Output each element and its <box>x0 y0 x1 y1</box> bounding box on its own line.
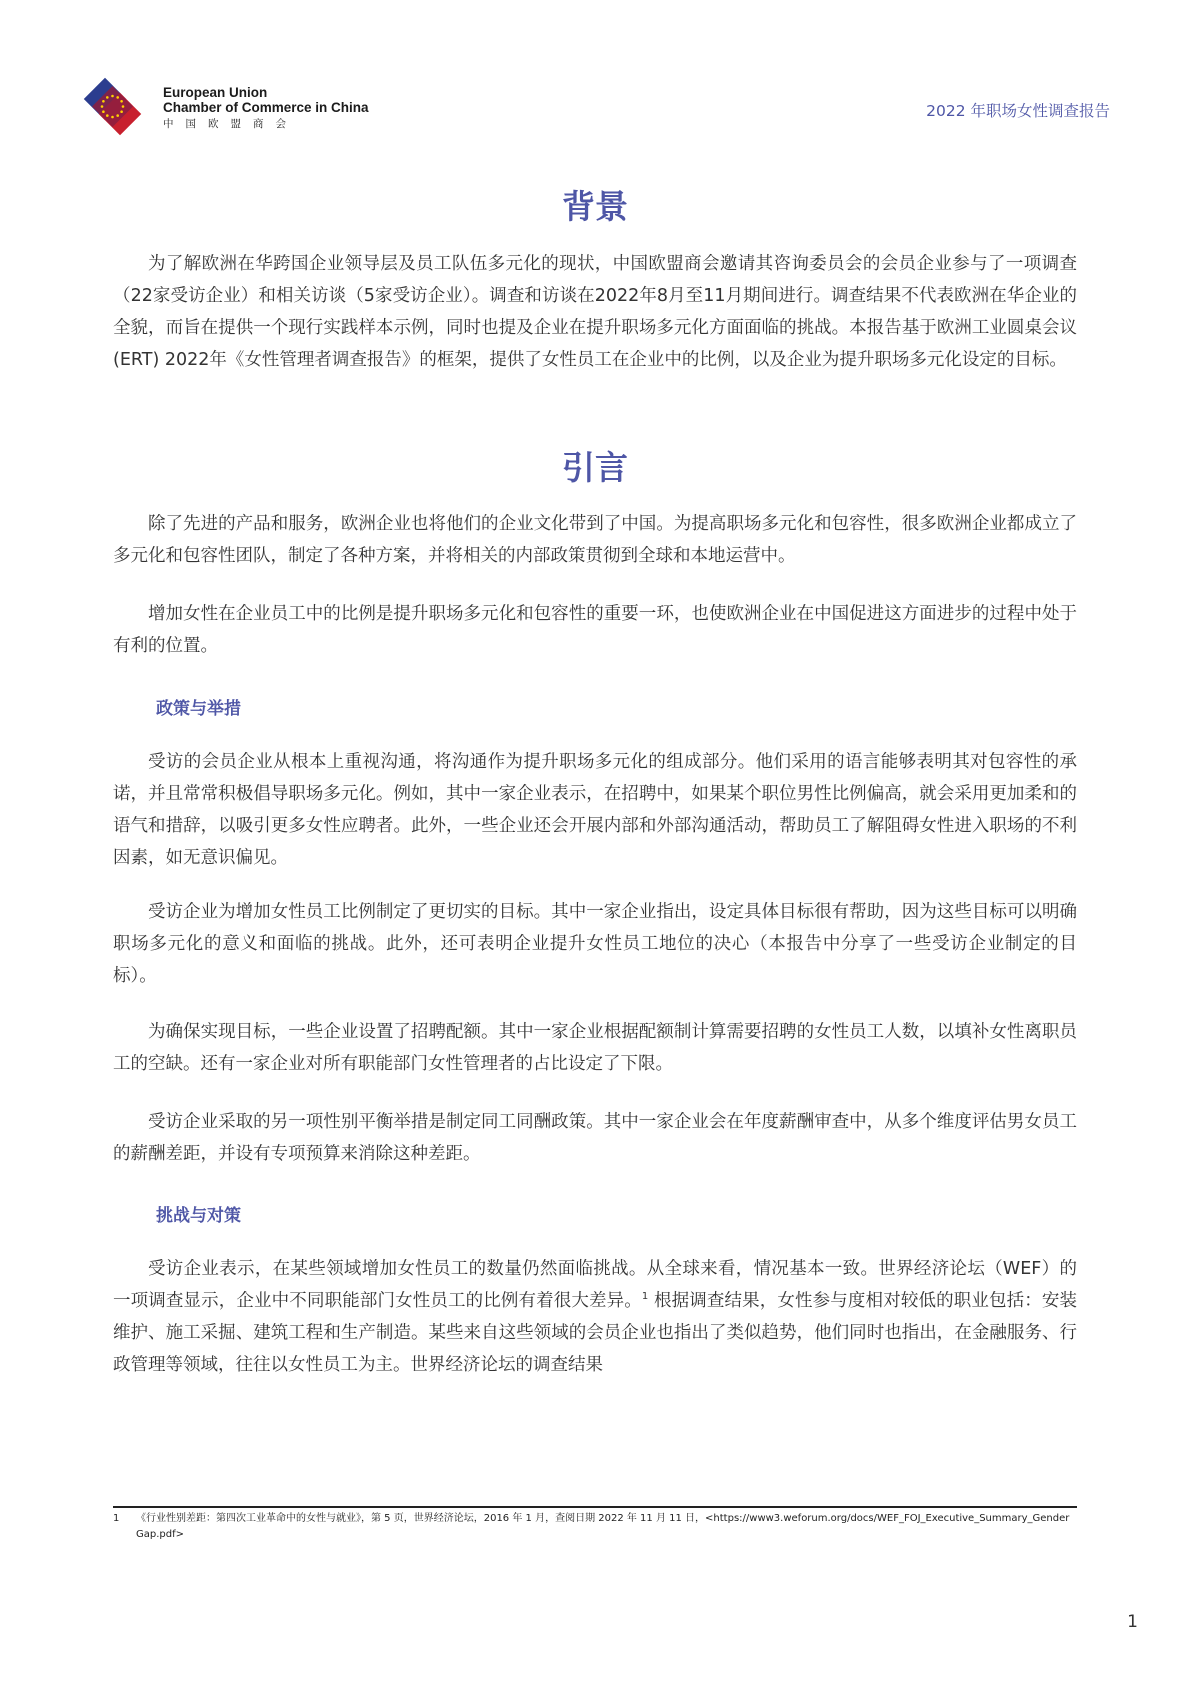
intro-paragraph-1: 除了先进的产品和服务，欧洲企业也将他们的企业文化带到了中国。为提高职场多元化和包容性，很多欧洲企业都成立了多元化和包容性团队，制定了各种方案，并将相关的内部政策贯彻到全球和本地运营中。 <box>113 514 1077 566</box>
section-title-introduction: 引言 <box>562 448 628 487</box>
organization-name <box>163 85 369 132</box>
subsection-title-policy: 政策与举措 <box>156 699 241 719</box>
policy-paragraph-1: 受访的会员企业从根本上重视沟通，将沟通作为提升职场多元化的组成部分。他们采用的语言能够表明其对包容性的承诺，并且常常积极倡导职场多元化。例如，其中一家企业表示，在招聘中，如果某个职位男性比例偏高，就会采用更加柔和的语气和措辞，以吸引更多女性应聘者。此外，一些企业还会开展内部和外部沟通活动，帮助员工了解阻碍女性进入职场的不利因素，如无意识偏见。 <box>113 752 1077 868</box>
eucham-logo <box>80 74 145 139</box>
background-paragraph: 为了解欧洲在华跨国企业领导层及员工队伍多元化的现状，中国欧盟商会邀请其咨询委员会的会员企业参与了一项调查（22家受访企业）和相关访谈（5家受访企业）。调查和访谈在2022年8月至11月期间进行。调查结果不代表欧洲在华企业的全貌，而旨在提供一个现行实践样本示例，同时也提及企业在提升职场多元化方面面临的挑战。本报告基于欧洲工业圆桌会议 (ERT) 2022年《女性管理者调查报告》的框架，提供了女性员工在企业中的比例，以及企业为提升职场多元化设定的目标。 <box>113 254 1077 370</box>
footnote <box>113 1511 1077 1543</box>
policy-paragraph-4: 受访企业采取的另一项性别平衡举措是制定同工同酬政策。其中一家企业会在年度薪酬审查中，从多个维度评估男女员工的薪酬差距，并设有专项预算来消除这种差距。 <box>113 1112 1077 1164</box>
subsection-title-challenges: 挑战与对策 <box>156 1206 241 1226</box>
challenge-text-part2: 根据调查结果，女性参与度相对较低的职业包括：安装维护、施工采掘、建筑工程和生产制造。某些来自这些领域的会员企业也指出了类似趋势，他们同时也指出，在金融服务、行政管理等领域，往往以女性员工为主。世界经济论坛的调查结果 <box>113 1291 1077 1375</box>
challenge-paragraph-1 <box>113 1253 1077 1381</box>
footnote-reference[interactable]: 1 <box>641 1291 649 1303</box>
section-title-background: 背景 <box>562 187 628 226</box>
report-title: 2022 年职场女性调查报告 <box>926 102 1110 120</box>
footnote-number: 1 <box>113 1513 120 1524</box>
org-name-line2: Chamber of Commerce in China <box>163 100 369 115</box>
policy-paragraph-3: 为确保实现目标，一些企业设置了招聘配额。其中一家企业根据配额制计算需要招聘的女性员工人数，以填补女性离职员工的空缺。还有一家企业对所有职能部门女性管理者的占比设定了下限。 <box>113 1022 1077 1074</box>
footnote-text: 《行业性别差距：第四次工业革命中的女性与就业》，第 5 页，世界经济论坛，2016 年 1 月，查阅日期 2022 年 11 月 11 日，<https://www3.weforum.org/docs/WEF_FOJ_Executive_Summary_GenderGap.pdf> <box>136 1513 1070 1540</box>
policy-paragraph-2: 受访企业为增加女性员工比例制定了更切实的目标。其中一家企业指出，设定具体目标很有帮助，因为这些目标可以明确职场多元化的意义和面临的挑战。此外，还可表明企业提升女性员工地位的决心（本报告中分享了一些受访企业制定的目标）。 <box>113 902 1077 986</box>
intro-paragraph-2: 增加女性在企业员工中的比例是提升职场多元化和包容性的重要一环，也使欧洲企业在中国促进这方面进步的过程中处于有利的位置。 <box>113 604 1077 656</box>
challenge-text-part1: 受访企业表示，在某些领域增加女性员工的数量仍然面临挑战。从全球来看，情况基本一致。世界经济论坛（WEF）的一项调查显示，企业中不同职能部门女性员工的比例有着很大差异。 <box>113 1259 1077 1311</box>
footnote-divider <box>113 1506 1077 1508</box>
org-name-line1: European Union <box>163 85 268 100</box>
page-number: 1 <box>1127 1612 1138 1632</box>
org-name-chinese: 中国欧盟商会 <box>163 118 298 130</box>
